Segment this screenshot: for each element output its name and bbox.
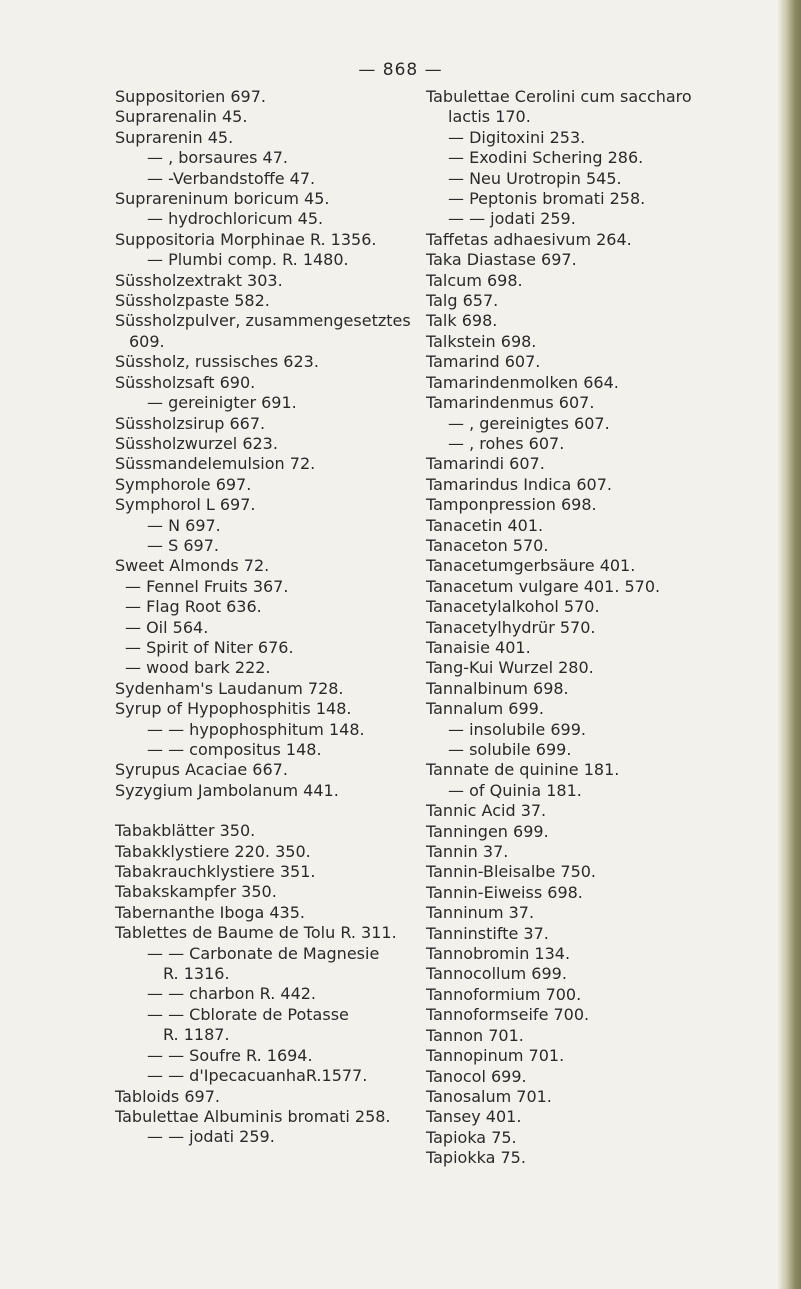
index-entry: Süssholzpaste 582. <box>115 291 270 311</box>
index-entry: Taffetas adhaesivum 264. <box>426 229 632 249</box>
index-entry: Tapioka 75. <box>426 1127 517 1147</box>
index-entry: Süssholz, russisches 623. <box>115 352 319 372</box>
index-entry: — solubile 699. <box>448 740 572 759</box>
index-entry: Tabulettae Cerolini cum saccharo <box>426 87 692 106</box>
index-entry: Tannate de quinine 181. <box>426 760 620 780</box>
index-entry: — — jodati 259. <box>147 1127 275 1147</box>
index-entry: 609. <box>129 331 165 351</box>
index-entry: Tamarindi 607. <box>426 454 545 474</box>
index-entry: Taka Diastase 697. <box>426 250 577 270</box>
index-entry: — N 697. <box>147 515 221 535</box>
index-entry: Tanninstifte 37. <box>426 923 549 943</box>
index-column-left <box>115 87 435 1148</box>
section-gap <box>115 801 435 821</box>
index-entry: — Digitoxini 253. <box>448 127 586 147</box>
index-entry: — -Verbandstoffe 47. <box>147 168 316 188</box>
index-entry: Tabakklystiere 220. 350. <box>115 841 311 861</box>
index-entry: Tannon 701. <box>426 1025 524 1045</box>
index-entry: Tannoformseife 700. <box>426 1005 590 1025</box>
index-entry: Tang-Kui Wurzel 280. <box>426 658 594 678</box>
index-entry: Symphorole 697. <box>115 474 252 494</box>
index-entry: Tanacetum vulgare 401. 570. <box>426 576 661 596</box>
index-entry: — insolubile 699. <box>448 719 586 739</box>
index-entry: Suprarenalin 45. <box>115 107 248 127</box>
index-entry: — — hypophosphitum 148. <box>147 719 365 739</box>
index-entry: Tanacetylalkohol 570. <box>426 597 600 617</box>
index-entry: Tanaceton 570. <box>426 535 549 555</box>
index-entry: Suprarenin 45. <box>115 127 234 147</box>
index-entry: Tanacetylhydrür 570. <box>426 617 596 637</box>
index-entry: Tannopinum 701. <box>426 1046 565 1066</box>
index-entry: Tabakrauchklystiere 351. <box>115 862 316 882</box>
index-entry: Tanningen 699. <box>426 821 549 841</box>
index-entry: — — charbon R. 442. <box>147 984 317 1004</box>
index-entry: Süssholzpulver, zusammengesetztes <box>115 311 411 331</box>
index-entry: Tannin 37. <box>426 842 509 862</box>
index-entry: Süssholzextrakt 303. <box>115 270 283 290</box>
index-entry: Tapiokka 75. <box>426 1148 526 1168</box>
index-entry: Tannin-Eiweiss 698. <box>426 882 583 902</box>
index-entry: — , borsaures 47. <box>147 148 288 168</box>
index-entry: Tannalbinum 698. <box>426 678 569 698</box>
index-entry: Suppositorien 697. <box>115 87 266 106</box>
index-entry: Tannocollum 699. <box>426 964 567 984</box>
index-entry: Süssholzwurzel 623. <box>115 433 278 453</box>
index-entry: — — jodati 259. <box>448 209 576 229</box>
index-entry: — Flag Root 636. <box>125 597 262 617</box>
index-entry: Tannobromin 134. <box>426 944 571 964</box>
index-entry: — Spirit of Niter 676. <box>125 637 294 657</box>
index-entry: — — Cblorate de Potasse <box>147 1004 349 1024</box>
index-entry: Syrupus Acaciae 667. <box>115 760 288 780</box>
index-entry: Tabakblätter 350. <box>115 821 256 841</box>
page-number: — 868 — <box>358 60 443 80</box>
index-entry: Symphorol L 697. <box>115 495 256 515</box>
index-entry: Sweet Almonds 72. <box>115 556 270 576</box>
index-entry: — hydrochloricum 45. <box>147 209 324 229</box>
index-entry: R. 1316. <box>163 964 230 984</box>
index-entry: Süssholzsirup 667. <box>115 413 266 433</box>
index-entry: Tabakskampfer 350. <box>115 882 277 902</box>
index-entry: Syzygium Jambolanum 441. <box>115 780 339 800</box>
index-entry: — , gereinigtes 607. <box>448 413 610 433</box>
index-entry: R. 1187. <box>163 1025 230 1045</box>
index-entry: — S 697. <box>147 535 219 555</box>
index-entry: Tannic Acid 37. <box>426 801 547 821</box>
index-entry: — of Quinia 181. <box>448 780 582 800</box>
index-entry: Tamarind 607. <box>426 352 541 372</box>
index-entry: — — Carbonate de Magnesie <box>147 943 380 963</box>
index-entry: Talk 698. <box>426 311 498 331</box>
index-entry: Syrup of Hypophosphitis 148. <box>115 699 352 719</box>
index-entry: — Peptonis bromati 258. <box>448 189 646 209</box>
index-entry: Suprareninum boricum 45. <box>115 189 330 209</box>
index-column-right <box>426 87 776 1169</box>
index-entry: Tabernanthe Iboga 435. <box>115 902 305 922</box>
index-entry: Tamponpression 698. <box>426 495 597 515</box>
index-entry: Süssholzsaft 690. <box>115 372 256 392</box>
index-entry: — Oil 564. <box>125 617 209 637</box>
index-entry: Talkstein 698. <box>426 331 537 351</box>
index-entry: — wood bark 222. <box>125 658 271 678</box>
index-entry: — Exodini Schering 286. <box>448 148 644 168</box>
index-entry: — Plumbi comp. R. 1480. <box>147 250 349 270</box>
index-entry: Tanaisie 401. <box>426 637 531 657</box>
index-entry: Tanacetumgerbsäure 401. <box>426 556 636 576</box>
index-entry: — — d'IpecacuanhaR.1577. <box>147 1066 368 1086</box>
page-edge <box>777 0 801 1289</box>
index-entry: Tamarindus Indica 607. <box>426 474 612 494</box>
index-entry: lactis 170. <box>448 107 531 127</box>
index-entry: — , rohes 607. <box>448 433 565 453</box>
index-entry: Tannalum 699. <box>426 699 544 719</box>
index-entry: Talcum 698. <box>426 270 523 290</box>
index-entry: Sydenham's Laudanum 728. <box>115 678 344 698</box>
index-entry: Tabloids 697. <box>115 1086 220 1106</box>
index-entry: Süssmandelemulsion 72. <box>115 454 316 474</box>
index-entry: Tamarindenmolken 664. <box>426 372 619 392</box>
index-entry: Tanninum 37. <box>426 903 535 923</box>
index-entry: Tansey 401. <box>426 1107 522 1127</box>
index-entry: Talg 657. <box>426 291 499 311</box>
index-entry: Tanocol 699. <box>426 1066 527 1086</box>
index-entry: Tannoformium 700. <box>426 984 582 1004</box>
index-entry: — Fennel Fruits 367. <box>125 576 289 596</box>
index-entry: Tanosalum 701. <box>426 1086 552 1106</box>
index-entry: Tannin-Bleisalbe 750. <box>426 862 597 882</box>
index-entry: — Neu Urotropin 545. <box>448 168 622 188</box>
index-entry: Tabulettae Albuminis bromati 258. <box>115 1106 391 1126</box>
index-entry: — gereinigter 691. <box>147 393 297 413</box>
index-entry: — — Soufre R. 1694. <box>147 1045 313 1065</box>
index-entry: Tanacetin 401. <box>426 515 544 535</box>
index-entry: Tablettes de Baume de Tolu R. 311. <box>115 923 397 943</box>
index-entry: — — compositus 148. <box>147 740 322 759</box>
index-entry: Tamarindenmus 607. <box>426 393 595 413</box>
index-entry: Suppositoria Morphinae R. 1356. <box>115 229 377 249</box>
